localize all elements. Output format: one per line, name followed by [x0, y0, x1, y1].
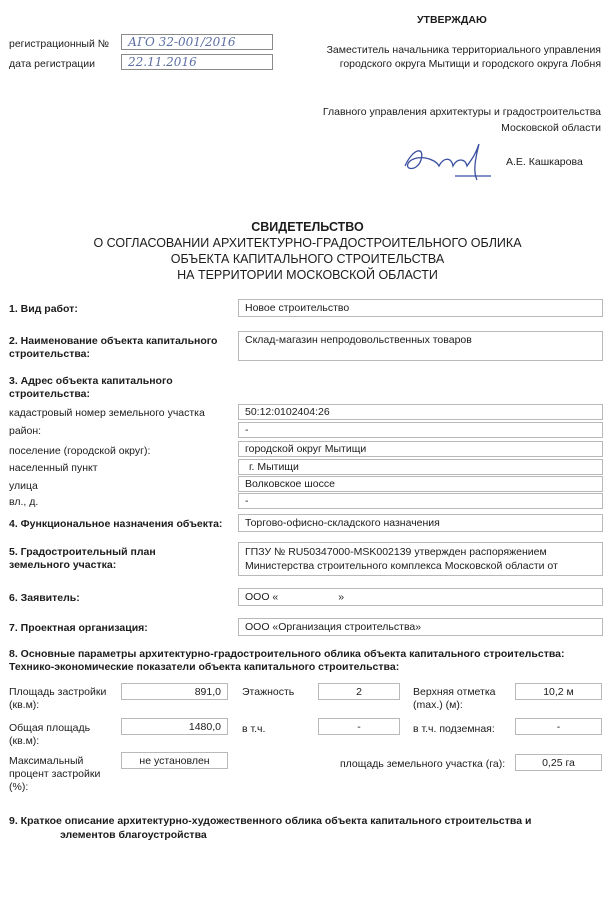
doc-subtitle-2: ОБЪЕКТА КАПИТАЛЬНОГО СТРОИТЕЛЬСТВА	[170, 252, 445, 266]
plot-area-field: 0,25 га	[515, 754, 602, 771]
section-7-label: 7. Проектная организация:	[9, 622, 148, 634]
section-6-label: 6. Заявитель:	[9, 592, 80, 604]
cadastral-label: кадастровый номер земельного участка	[9, 407, 205, 419]
incl-label: в т.ч.	[242, 723, 266, 735]
locality-label: населенный пункт	[9, 462, 98, 474]
approval-line-2: городского округа Мытищи и городского округа Лобня	[339, 58, 601, 70]
section-5-label: 5. Градостроительный план земельного участка:	[9, 546, 156, 571]
doc-subtitle-1: О СОГЛАСОВАНИИ АРХИТЕКТУРНО-ГРАДОСТРОИТЕЛЬНОГО ОБЛИКА	[93, 236, 522, 250]
underground-field: -	[515, 718, 602, 735]
section-9-heading: 9. Краткое описание архитектурно-художественного облика объекта капитального строительства и	[9, 815, 532, 827]
reg-number-field: АГО 32-001/2016	[121, 34, 273, 50]
design-org-field: ООО «Организация строительства»	[238, 618, 603, 636]
section-2-label: 2. Наименование объекта капитального строительства:	[9, 335, 218, 360]
reg-date-label: дата регистрации	[9, 58, 96, 70]
section-3-label: 3. Адрес объекта капитального строительства:	[9, 375, 173, 400]
section-9-subheading: элементов благоустройства	[60, 829, 207, 841]
section-8-heading: 8. Основные параметры архитектурно-градостроительного облика объекта капитального строительства:	[9, 648, 565, 660]
street-label: улица	[9, 480, 38, 492]
total-area-label: Общая площадь (кв.м):	[9, 722, 91, 747]
max-pct-field: не установлен	[121, 752, 228, 769]
incl-field: -	[318, 718, 400, 735]
gpzu-line-1: ГПЗУ № RU50347000-MSK002139 утвержден распоряжением	[245, 546, 547, 558]
gpzu-line-2: Министерства строительного комплекса Московской области от	[245, 560, 558, 572]
applicant-field	[238, 588, 603, 606]
applicant-prefix: ООО «	[245, 591, 279, 603]
reg-number-label: регистрационный №	[9, 38, 110, 50]
signature-icon	[395, 136, 505, 184]
settlement-label: поселение (городской округ):	[9, 445, 151, 457]
approval-signer: А.Е. Кашкарова	[506, 156, 583, 168]
district-label: район:	[9, 425, 42, 437]
object-name-field: Склад-магазин непродовольственных товаров	[238, 331, 603, 361]
gpzu-field	[238, 542, 603, 576]
doc-subtitle-3: НА ТЕРРИТОРИИ МОСКОВСКОЙ ОБЛАСТИ	[177, 268, 438, 282]
approval-line-3: Главного управления архитектуры и градостроительства	[322, 106, 601, 118]
top-mark-field: 10,2 м	[515, 683, 602, 700]
build-area-field: 891,0	[121, 683, 228, 700]
doc-title: СВИДЕТЕЛЬСТВО	[251, 220, 364, 234]
cadastral-field: 50:12:0102404:26	[238, 404, 603, 420]
work-type-field: Новое строительство	[238, 299, 603, 317]
function-field: Торгово-офисно-складского назначения	[238, 514, 603, 532]
floors-label: Этажность	[242, 686, 295, 698]
section-1-label: 1. Вид работ:	[9, 303, 78, 315]
approval-title: УТВЕРЖДАЮ	[417, 14, 487, 26]
district-field: -	[238, 422, 603, 438]
underground-label: в т.ч. подземная:	[413, 723, 495, 735]
settlement-field: городской округ Мытищи	[238, 441, 603, 457]
floors-field: 2	[318, 683, 400, 700]
plot-area-label: площадь земельного участка (га):	[340, 758, 506, 770]
top-mark-label: Верхняя отметка (max.) (м):	[413, 686, 496, 711]
locality-field: г. Мытищи	[238, 459, 603, 475]
applicant-suffix: »	[338, 591, 345, 603]
approval-line-4: Московской области	[501, 122, 601, 134]
house-field: -	[238, 493, 603, 509]
reg-date-field: 22.11.2016	[121, 54, 273, 70]
street-field: Волковское шоссе	[238, 476, 603, 492]
section-4-label: 4. Функциональное назначения объекта:	[9, 518, 223, 530]
section-8-subheading: Технико-экономические показатели объекта капитального строительства:	[9, 661, 400, 673]
max-pct-label: Максимальный процент застройки (%):	[9, 755, 101, 793]
approval-line-1: Заместитель начальника территориального управления	[326, 44, 601, 56]
total-area-field: 1480,0	[121, 718, 228, 735]
house-label: вл., д.	[9, 496, 39, 508]
build-area-label: Площадь застройки (кв.м):	[9, 686, 107, 711]
